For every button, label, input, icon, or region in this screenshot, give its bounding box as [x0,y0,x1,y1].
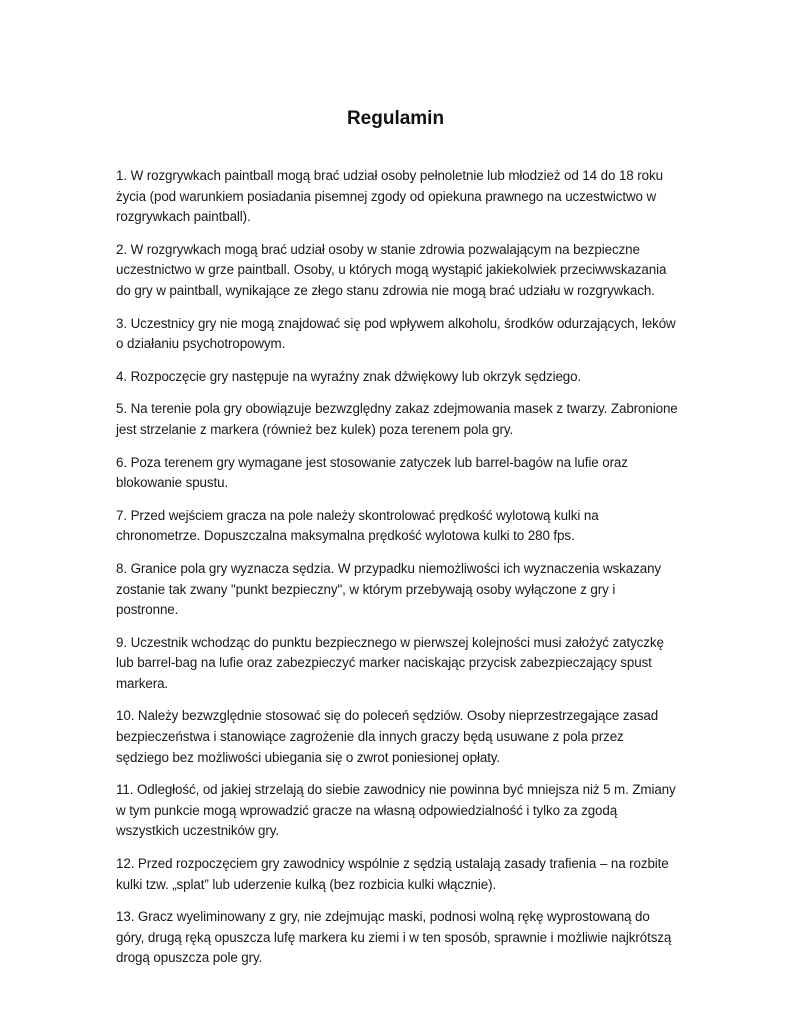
rule-item: 9. Uczestnik wchodząc do punktu bezpiecznego w pierwszej kolejności musi założyć zatyczkę lub barrel-bag na lufie oraz zabezpieczyć marker naciskając przycisk zabezpieczający spust markera. [116,634,664,691]
rule-item: 1. W rozgrywkach paintball mogą brać udział osoby pełnoletnie lub młodzież od 14 do 18 roku życia (pod warunkiem posiadania pisemnej zgody od opiekuna prawnego na uczestwictwo w rozgrywkach paintball). [116,168,663,225]
rule-item: 11. Odległość, od jakiej strzelają do siebie zawodnicy nie powinna być mniejsza niż 5 m. Zmiany w tym punkcie mogą wprowadzić gracze na własną odpowiedzialność i tylko za zgodą wszystkich uczestników gry. [116,782,676,839]
rule-item: 10. Należy bezwzględnie stosować się do poleceń sędziów. Osoby nieprzestrzegające zasad bezpieczeństwa i stanowiące zagrożenie dla innych graczy będą usuwane z pola przez sędziego bez możliwości ubiegania się o zwrot poniesionej opłaty. [116,708,659,765]
rule-item: 5. Na terenie pola gry obowiązuje bezwzględny zakaz zdejmowania masek z twarzy. Zabronione jest strzelanie z markera (również bez kulek) poza terenem pola gry. [116,401,678,437]
rule-item: 13. Gracz wyeliminowany z gry, nie zdejmując maski, podnosi wolną rękę wyprostowaną do góry, drugą ręką opuszcza lufę markera ku ziemi i w ten sposób, sprawnie i możliwie najkrótszą drogą opuszcza pole gry. [116,909,672,966]
rule-item: 2. W rozgrywkach mogą brać udział osoby w stanie zdrowia pozwalającym na bezpieczne uczestnictwo w grze paintball. Osoby, u których mogą wystąpić jakiekolwiek przeciwwskazania do gry w paintball, wynikające ze złego stanu zdrowia nie mogą brać udziału w rozgrywkach. [116,241,667,298]
rule-item: 12. Przed rozpoczęciem gry zawodnicy wspólnie z sędzią ustalają zasady trafienia – na rozbite kulki tzw. „splat” lub uderzenie kulką (bez rozbicia kulki włącznie). [116,856,669,892]
rule-item: 3. Uczestnicy gry nie mogą znajdować się pod wpływem alkoholu, środków odurzających, leków o działaniu psychotropowym. [116,315,676,352]
rule-item: 6. Poza terenem gry wymagane jest stosowanie zatyczek lub barrel-bagów na lufie oraz blokowanie spustu. [116,454,628,491]
document-title: Regulamin [346,107,445,129]
rule-item: 7. Przed wejściem gracza na pole należy skontrolować prędkość wylotową kulki na chronometrze. Dopuszczalna maksymalna prędkość wylotowa kulki to 280 fps. [116,507,599,544]
rules-list [116,166,678,981]
rule-item: 4. Rozpoczęcie gry następuje na wyraźny znak dźwiękowy lub okrzyk sędziego. [116,368,582,384]
rule-item: 8. Granice pola gry wyznacza sędzia. W przypadku niemożliwości ich wyznaczenia wskazany zostanie tak zwany "punkt bezpieczny", w którym przebywają osoby wyłączone z gry i postronne. [116,560,662,618]
